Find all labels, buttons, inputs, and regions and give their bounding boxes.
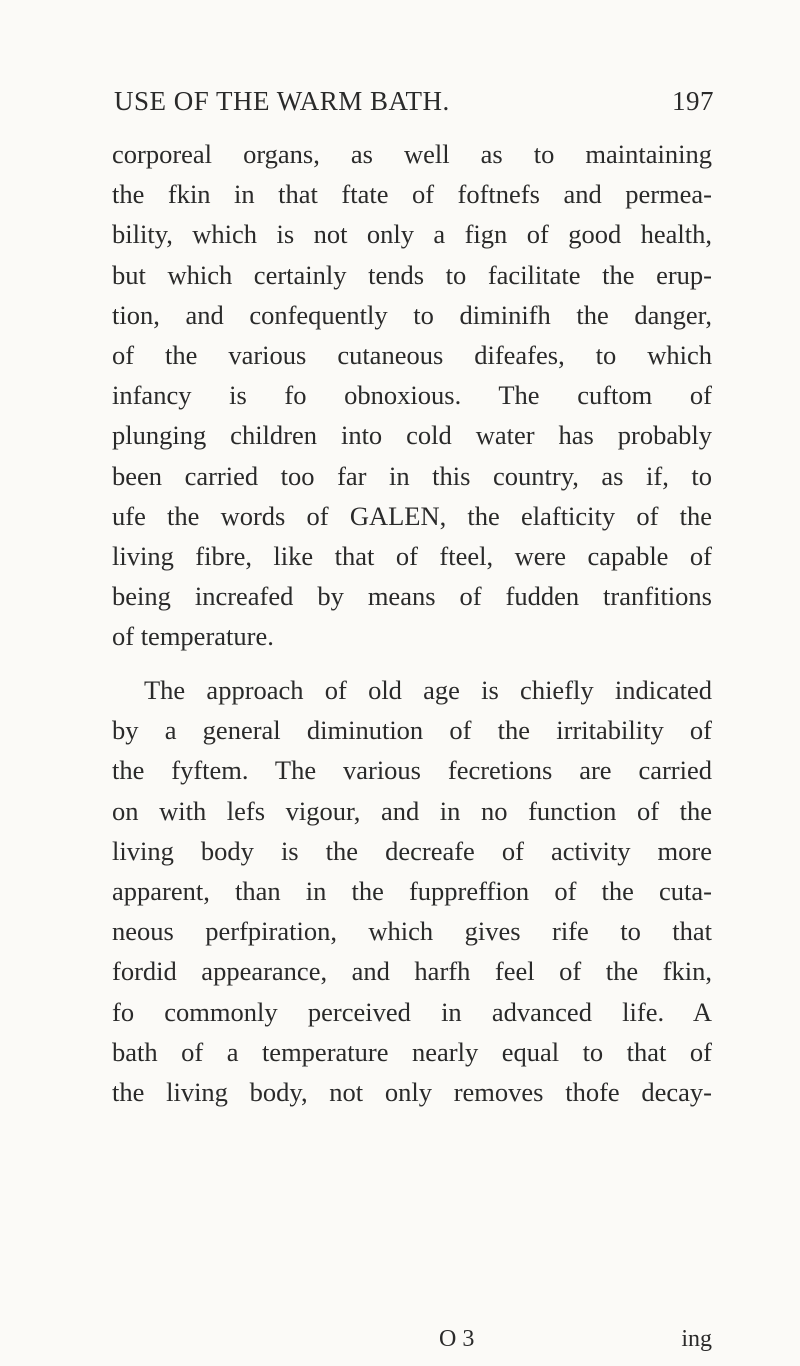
text-line: apparent, than in the fuppreffion of the cuta- — [112, 875, 712, 906]
text-line: of the various cutaneous difeafes, to which — [112, 339, 712, 370]
text-line: the fkin in that ftate of foftnefs and permea- — [112, 179, 712, 210]
text-line: ufe the words of GALEN, the elafticity of the — [112, 500, 712, 531]
paragraph-1 — [112, 134, 712, 656]
text-line: corporeal organs, as well as to maintaining — [112, 139, 712, 169]
text-line: living body is the decreafe of activity more — [112, 835, 712, 866]
text-line: infancy is fo obnoxious. The cuftom of — [112, 380, 712, 411]
text-line: the fyftem. The various fecretions are carried — [112, 755, 712, 786]
text-line: of temperature. — [112, 621, 274, 652]
text-line: living fibre, like that of fteel, were capable of — [112, 540, 712, 571]
running-title: USE OF THE WARM BATH. — [114, 86, 450, 116]
text-line: The approach of old age is chiefly indicated — [144, 675, 712, 705]
text-line: being increafed by means of fudden tranfitions — [112, 581, 712, 612]
text-line: bath of a temperature nearly equal to that of — [112, 1036, 712, 1067]
paragraph-2 — [112, 670, 712, 1112]
text-line: plunging children into cold water has probably — [112, 420, 712, 451]
text-line: tion, and confequently to diminifh the danger, — [112, 299, 712, 330]
page-number: 197 — [672, 86, 714, 116]
text-line: been carried too far in this country, as if, to — [112, 460, 712, 491]
text-line: by a general diminution of the irritability of — [112, 715, 712, 746]
signature-mark: O 3 — [439, 1326, 475, 1352]
text-line: the living body, not only removes thofe decay- — [112, 1076, 712, 1107]
text-line: fordid appearance, and harfh feel of the fkin, — [112, 956, 712, 987]
text-line: neous perfpiration, which gives rife to that — [112, 916, 712, 947]
page-header — [114, 86, 714, 126]
catchword: ing — [681, 1326, 712, 1352]
text-line: on with lefs vigour, and in no function of the — [112, 795, 712, 826]
text-line: fo commonly perceived in advanced life. A — [112, 996, 712, 1027]
text-line: but which certainly tends to facilitate the erup- — [112, 259, 712, 290]
text-line: bility, which is not only a fign of good health, — [112, 219, 712, 250]
page-footer — [112, 1326, 712, 1366]
